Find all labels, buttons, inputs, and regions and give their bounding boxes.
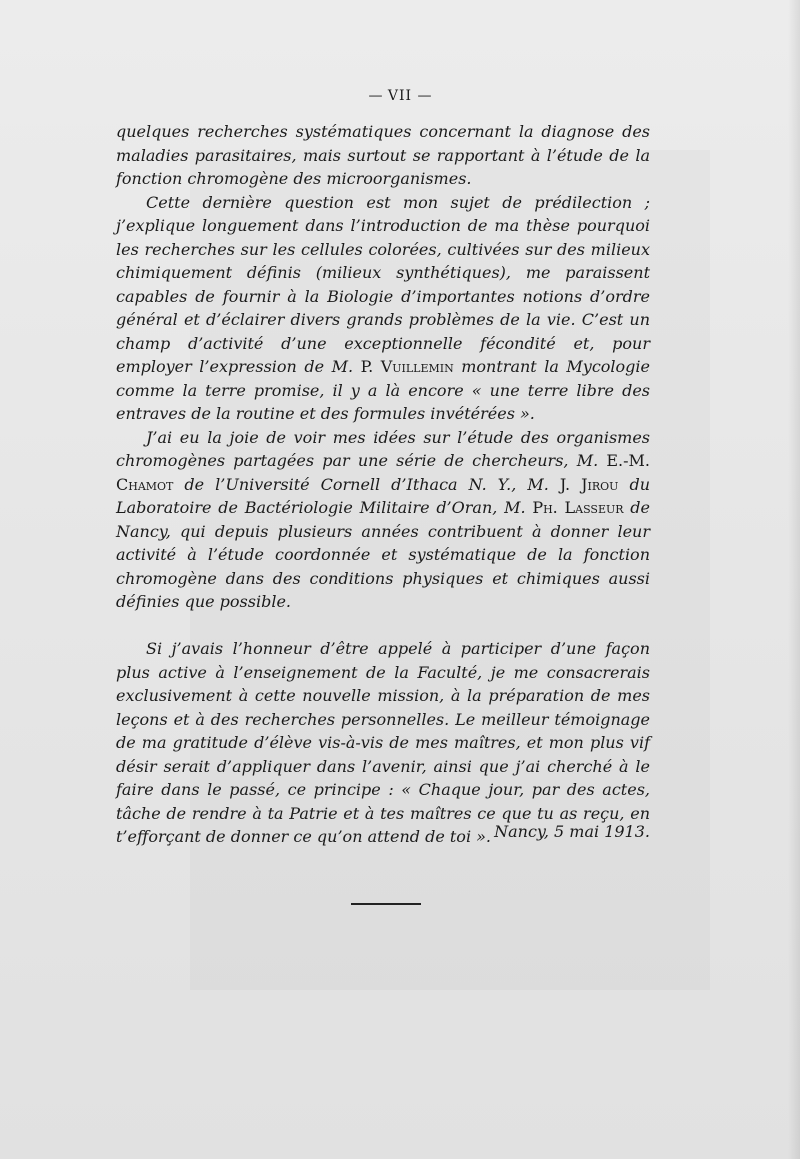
author-name-vuillemin: P. Vuillemin [360,357,454,376]
paragraph-3-text-d: de Nancy, qui depuis plusieurs années contribuent à donner leur activité à l’étude coordonnée et systématique de la fonction chromogène dans des conditions physiques et chimiques aussi définies que possible. [116,498,651,611]
paragraph-gap [116,614,650,638]
folio-dash-left: — [368,88,383,104]
paragraph-2-text-a: Cette dernière question est mon sujet de prédilection ; j’explique longuement dans l’introduction de ma thèse pourquoi les recherches sur les cellules colorées, cultivées sur des milieux chimiquement définis (milieux synthétiques), me paraissent capables de fournir à la Biologie d’importantes notions d’ordre général et d’éclairer divers grands problèmes de la vie. C’est un champ d’activité d’une exceptionnelle fécondité et, pour employer l’expression de M. [116,192,650,376]
paragraph-2-text-b: montrant la Mycologie comme la terre promise, il y a là encore « une terre libre des entraves de la routine et des formules invétérées ». [116,357,650,423]
paragraph-3-text-c: du Laboratoire de Bactériologie Militaire d’Oran, M. [116,474,650,517]
paragraph-3-text-a: J’ai eu la joie de voir mes idées sur l’étude des organismes chromogènes partagées par une série de chercheurs, M. [116,427,650,470]
paragraph-1: quelques recherches systématiques concernant la diagnose des maladies parasitaires, mais surtout se rapportant à l’étude de la fonction chromogène des microorganismes. [116,122,650,188]
folio-dash-right: — [417,88,432,104]
signoff-date: Nancy, 5 mai 1913. [494,822,650,841]
page-edge [788,0,800,1159]
body-text [116,120,650,849]
paragraph-2 [116,191,650,426]
author-name-jirou: J. Jirou [559,474,619,494]
author-name-chamot: E.-M. Chamot [116,451,650,494]
paragraph-4: Si j’avais l’honneur d’être appelé à participer d’une façon plus active à l’enseignement de la Faculté, je me consacrerais exclusivement à cette nouvelle mission, à la préparation de mes leçons et à des recherches personnelles. Le meilleur témoignage de ma gratitude d’élève vis-à-vis de mes maîtres, et mon plus vif désir serait d’appliquer dans l’avenir, ainsi que j’ai cherché à le faire dans le passé, ce principe : « Chaque jour, par des actes, tâche de rendre à ta Patrie et à tes maîtres ce que tu as reçu, en t’efforçant de donner ce qu’on attend de toi ». [116,639,650,846]
page-folio [0,88,800,104]
paragraph-3-text-b: de l’Université Cornell d’Ithaca N. Y., M. [173,474,560,494]
closing-rule [351,903,421,905]
page-number: VII [387,88,413,104]
paragraph-3 [116,426,650,614]
author-name-lasseur: Ph. Lasseur [532,498,624,517]
